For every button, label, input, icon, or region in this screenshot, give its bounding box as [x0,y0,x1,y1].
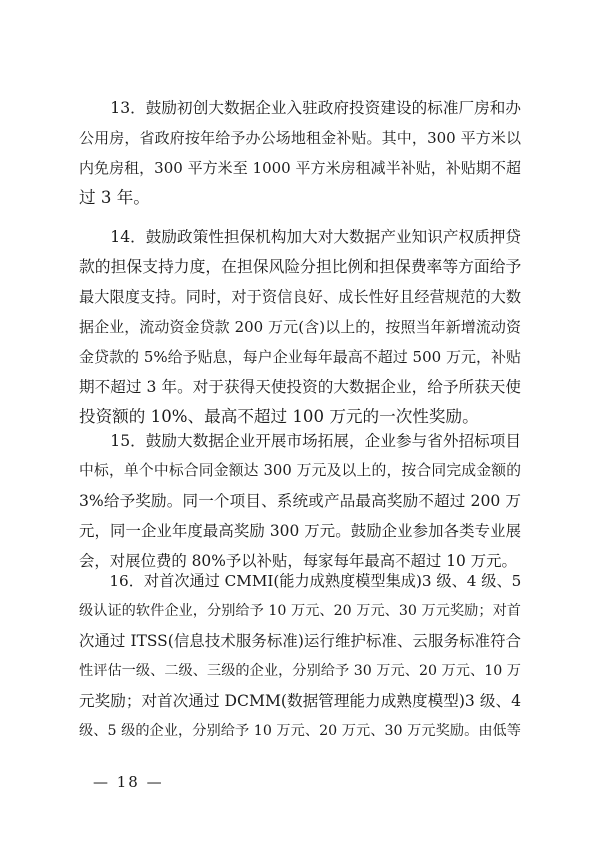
text-line: 会，对展位费的 80%予以补贴，每家每年最高不超过 10 万元。 [79,552,517,570]
text-line: 13．鼓励初创大数据企业入驻政府投资建设的标准厂房和办 [79,99,521,117]
paragraph-14 [79,222,521,432]
text-line: 中标，单个中标合同金额达 300 万元及以上的，按合同完成金额的 [79,462,521,479]
text-line: 金贷款的 5%给予贴息，每户企业每年最高不超过 500 万元，补贴 [79,348,521,366]
text-line: 级、5 级的企业，分别给予 10 万元、20 万元、30 万元奖励。由低等 [79,723,521,739]
text-line: 最大限度支持。同时，对于资信良好、成长性好且经营规范的大数 [79,288,521,306]
text-line: 级认证的软件企业，分别给予 10 万元、20 万元、30 万元奖励；对首 [79,603,521,619]
paragraph-15 [79,426,521,576]
text-line: 15．鼓励大数据企业开展市场拓展，企业参与省外招标项目 [79,432,521,450]
text-line: 元，同一企业年度最高奖励 300 万元。鼓励企业参加各类专业展 [79,522,521,540]
text-line: 性评估一级、二级、三级的企业，分别给予 30 万元、20 万元、10 万 [79,663,521,679]
text-line: 投资额的 10%、最高不超过 100 万元的一次性奖励。 [79,407,479,426]
text-line: 款的担保支持力度，在担保风险分担比例和担保费率等方面给予 [79,257,522,276]
text-line: 过 3 年。 [79,188,150,207]
page-number: — 18 — [93,773,164,791]
text-line: 据企业，流动资金贷款 200 万元(含)以上的，按照当年新增流动资 [79,318,521,336]
text-line: 16．对首次通过 CMMI(能力成熟度模型集成)3 级、4 级、5 [79,572,522,590]
text-line: 3%给予奖励。同一个项目、系统或产品最高奖励不超过 200 万 [79,492,521,510]
paragraph-16 [79,566,521,746]
text-line: 内免房租，300 平方米至 1000 平方米房租减半补贴，补贴期不超 [79,159,521,177]
text-line: 次通过 ITSS(信息技术服务标准)运行维护标准、云服务标准符合 [79,632,521,650]
text-line: 公用房，省政府按年给予办公场地租金补贴。其中，300 平方米以 [79,129,521,147]
text-line: 期不超过 3 年。对于获得天使投资的大数据企业，给予所获天使 [79,378,521,396]
paragraph-13 [79,93,521,213]
text-line: 14．鼓励政策性担保机构加大对大数据产业知识产权质押贷 [79,228,521,246]
text-line: 元奖励；对首次通过 DCMM(数据管理能力成熟度模型)3 级、4 [79,692,521,710]
